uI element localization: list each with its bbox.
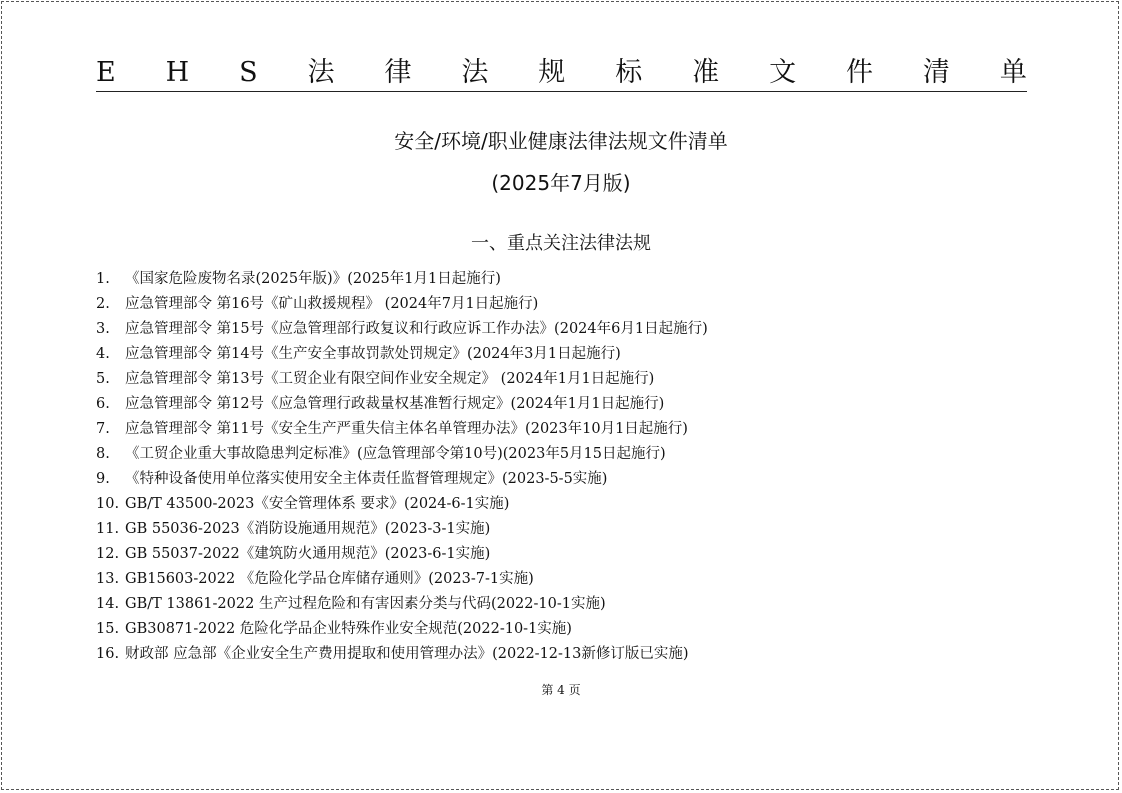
list-item-text: 《工贸企业重大事故隐患判定标准》(应急管理部令第10号)(2023年5月15日起施行) [125,446,666,462]
list-item-number: 12. [96,546,120,562]
list-item-number: 2. [96,296,110,312]
list-item-number: 8. [96,446,110,462]
list-item-text: 应急管理部令 第12号《应急管理行政裁量权基准暂行规定》(2024年1月1日起施行) [125,396,665,412]
list-item [96,392,1056,417]
header-title-char: H [165,56,190,88]
list-item [96,417,1056,442]
list-item-text: 应急管理部令 第11号《安全生产严重失信主体名单管理办法》(2023年10月1日起施行) [125,421,688,437]
list-item-number: 10. [96,496,120,512]
list-item-number: 1. [96,271,110,287]
list-item-text: 《国家危险废物名录(2025年版)》(2025年1月1日起施行) [125,271,501,287]
header-title-char: 律 [384,56,412,88]
list-item-text: GB/T 43500-2023《安全管理体系 要求》(2024-6-1实施) [125,496,510,512]
list-item [96,267,1056,292]
section-title: 一、重点关注法律法规 [471,233,651,254]
list-item [96,367,1056,392]
list-item-text: GB30871-2022 危险化学品企业特殊作业安全规范(2022-10-1实施) [125,621,572,637]
page-number: 第 4 页 [541,683,581,697]
list-item-number: 4. [96,346,110,362]
header-title-char: 准 [692,56,720,88]
header-title-char: S [239,56,258,88]
list-item-text: 应急管理部令 第16号《矿山救援规程》 (2024年7月1日起施行) [125,296,539,312]
list-item [96,592,1056,617]
header-title-char: 法 [307,56,335,88]
list-item-text: 应急管理部令 第15号《应急管理部行政复议和行政应诉工作办法》(2024年6月1日起施行) [125,321,708,337]
list-item-number: 6. [96,396,110,412]
list-item [96,317,1056,342]
header-title-char: 规 [538,56,566,88]
list-item-text: 应急管理部令 第13号《工贸企业有限空间作业安全规定》 (2024年1月1日起施行) [125,371,655,387]
list-item-text: 《特种设备使用单位落实使用安全主体责任监督管理规定》(2023-5-5实施) [125,471,608,487]
header-title-char: 标 [615,56,643,88]
list-item [96,292,1056,317]
list-item [96,517,1056,542]
list-item-number: 3. [96,321,110,337]
regulation-list [96,267,1056,667]
list-item-number: 16. [96,646,120,662]
list-item [96,492,1056,517]
list-item-text: GB/T 13861-2022 生产过程危险和有害因素分类与代码(2022-10-1实施) [125,596,606,612]
document-title: 安全/环境/职业健康法律法规文件清单 [394,129,728,153]
list-item-text: 财政部 应急部《企业安全生产费用提取和使用管理办法》(2022-12-13新修订版已实施) [125,646,689,662]
document-header [96,56,1027,92]
list-item [96,567,1056,592]
header-title-char: 单 [999,56,1027,88]
list-item [96,342,1056,367]
list-item-number: 7. [96,421,110,437]
list-item-number: 11. [96,521,120,537]
list-item-number: 5. [96,371,110,387]
list-item-text: GB 55036-2023《消防设施通用规范》(2023-3-1实施) [125,521,491,537]
header-title-char: 文 [769,56,797,88]
header-title-char: E [96,56,116,88]
list-item-number: 13. [96,571,120,587]
list-item [96,642,1056,667]
list-item [96,617,1056,642]
header-title-char: 件 [845,56,873,88]
list-item [96,442,1056,467]
list-item-text: GB15603-2022 《危险化学品仓库储存通则》(2023-7-1实施) [125,571,534,587]
list-item-number: 15. [96,621,120,637]
list-item-text: 应急管理部令 第14号《生产安全事故罚款处罚规定》(2024年3月1日起施行) [125,346,621,362]
header-title-char: 清 [922,56,950,88]
list-item [96,467,1056,492]
list-item-text: GB 55037-2022《建筑防火通用规范》(2023-6-1实施) [125,546,491,562]
document-edition: (2025年7月版) [491,171,631,195]
list-item-number: 14. [96,596,120,612]
header-title-char: 法 [461,56,489,88]
list-item-number: 9. [96,471,110,487]
list-item [96,542,1056,567]
